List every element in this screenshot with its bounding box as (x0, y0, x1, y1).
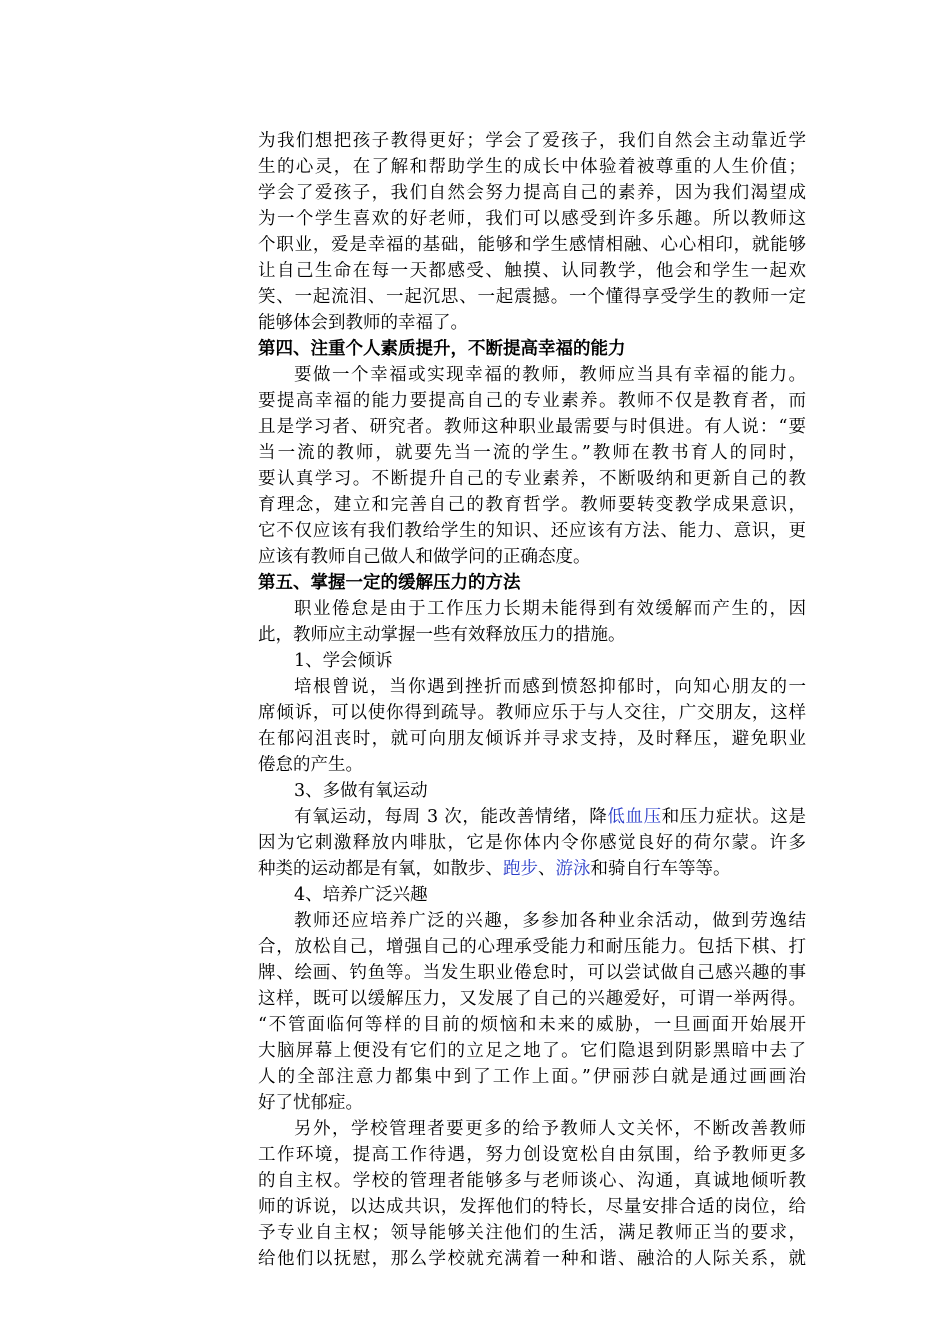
paragraph-interest (258, 908, 806, 1116)
text-line: 大脑屏幕上便没有它们的立足之地了。它们隐退到阴影黑暗中去了 (258, 1041, 806, 1061)
text-line: 好了忧郁症。 (258, 1093, 363, 1113)
text-line: 在郁闷沮丧时，就可向朋友倾诉并寻求支持，及时释压，避免职业 (258, 729, 806, 749)
text-line: 且是学习者、研究者。教师这种职业最需要与时俱进。有人说：“要 (258, 417, 806, 437)
text-line: 它不仅应该有我们教给学生的知识、还应该有方法、能力、意识，更 (258, 521, 806, 541)
paragraph-love (258, 128, 806, 336)
paragraph-exercise (258, 804, 806, 882)
text-line: 为一个学生喜欢的好老师，我们可以感受到许多乐趣。所以教师这 (258, 209, 806, 229)
text-line: 培根曾说，当你遇到挫折而感到愤怒抑郁时，向知心朋友的一 (294, 677, 806, 697)
document-page (258, 128, 806, 1272)
text-segment: 和骑自行车等等。 (590, 859, 731, 879)
text-line: 合，放松自己，增强自己的心理承受能力和耐压能力。包括下棋、打 (258, 937, 806, 957)
paragraph-talk (258, 674, 806, 778)
link-low-blood-pressure[interactable]: 低血压 (607, 807, 662, 827)
text-segment: 和压力症状。这是 (661, 807, 807, 827)
text-line: 生的心灵，在了解和帮助学生的成长中体验着被尊重的人生价值； (258, 157, 806, 177)
text-line: 要做一个幸福或实现幸福的教师，教师应当具有幸福的能力。 (294, 365, 806, 385)
text-line: “不管面临何等样的目前的烦恼和未来的威胁，一旦画面开始展开 (258, 1015, 806, 1035)
text-line: 应该有教师自己做人和做学问的正确态度。 (258, 547, 591, 567)
text-line: 人的全部注意力都集中到了工作上面。”伊丽莎白就是通过画画治 (258, 1067, 806, 1087)
text-line: 给他们以抚慰，那么学校就充满着一种和谐、融洽的人际关系，就 (258, 1249, 806, 1269)
text-line: 这样，既可以缓解压力，又发展了自己的兴趣爱好，可谓一举两得。 (258, 989, 806, 1009)
item-title-interest: 4、培养广泛兴趣 (294, 885, 428, 905)
text-line: 工作环境，提高工作待遇，努力创设宽松自由氛围，给予教师更多 (258, 1145, 806, 1165)
item-title-talk: 1、学会倾诉 (294, 651, 393, 671)
text-line: 笑、一起流泪、一起沉思、一起震撼。一个懂得享受学生的教师一定 (258, 287, 806, 307)
paragraph-management (258, 1116, 806, 1272)
text-line: 让自己生命在每一天都感受、触摸、认同教学，他会和学生一起欢 (258, 261, 806, 281)
text-line: 要认真学习。不断提升自己的专业素养，不断吸纳和更新自己的教 (258, 469, 806, 489)
section-heading-5: 第五、掌握一定的缓解压力的方法 (258, 573, 521, 593)
text-line: 教师还应培养广泛的兴趣，多参加各种业余活动，做到劳逸结 (294, 911, 806, 931)
text-line: 因为它刺激释放内啡肽，它是你体内令你感觉良好的荷尔蒙。许多 (258, 833, 806, 853)
text-line: 另外，学校管理者要更多的给予教师人文关怀，不断改善教师 (294, 1119, 806, 1139)
text-line: 职业倦怠是由于工作压力长期未能得到有效缓解而产生的，因 (294, 599, 806, 619)
text-line: 师的诉说，以达成共识，发挥他们的特长，尽量安排合适的岗位，给 (258, 1197, 806, 1217)
text-segment: 种类的运动都是有氧，如散步、 (258, 859, 503, 879)
text-line (258, 856, 806, 882)
section-heading-4: 第四、注重个人素质提升，不断提高幸福的能力 (258, 339, 626, 359)
text-line: 此，教师应主动掌握一些有效释放压力的措施。 (258, 625, 626, 645)
text-line: 要提高幸福的能力要提高自己的专业素养。教师不仅是教育者，而 (258, 391, 806, 411)
text-segment: 、 (538, 859, 556, 879)
text-line: 个职业，爱是幸福的基础，能够和学生感情相融、心心相印，就能够 (258, 235, 806, 255)
text-line: 当一流的教师，就要先当一流的学生。”教师在教书育人的同时， (258, 443, 806, 463)
link-swimming[interactable]: 游泳 (555, 859, 591, 879)
text-line (258, 804, 806, 830)
text-line: 育理念，建立和完善自己的教育哲学。教师要转变教学成果意识， (258, 495, 806, 515)
link-running[interactable]: 跑步 (503, 859, 538, 879)
text-line: 能够体会到教师的幸福了。 (258, 313, 468, 333)
text-line: 学会了爱孩子，我们自然会努力提高自己的素养，因为我们渴望成 (258, 183, 806, 203)
text-segment: 有氧运动，每周 3 次，能改善情绪，降 (294, 807, 608, 827)
item-title-exercise: 3、多做有氧运动 (294, 781, 428, 801)
text-line: 的自主权。学校的管理者能够多与老师谈心、沟通，真诚地倾听教 (258, 1171, 806, 1191)
text-line: 为我们想把孩子教得更好；学会了爱孩子，我们自然会主动靠近学 (258, 131, 806, 151)
text-line: 牌、绘画、钓鱼等。当发生职业倦怠时，可以尝试做自己感兴趣的事 (258, 963, 806, 983)
text-line: 倦怠的产生。 (258, 755, 363, 775)
paragraph-ability (258, 362, 806, 570)
text-line: 席倾诉，可以使你得到疏导。教师应乐于与人交往，广交朋友，这样 (258, 703, 806, 723)
paragraph-stress (258, 596, 806, 648)
text-line: 予专业自主权；领导能够关注他们的生活，满足教师正当的要求， (258, 1223, 806, 1243)
